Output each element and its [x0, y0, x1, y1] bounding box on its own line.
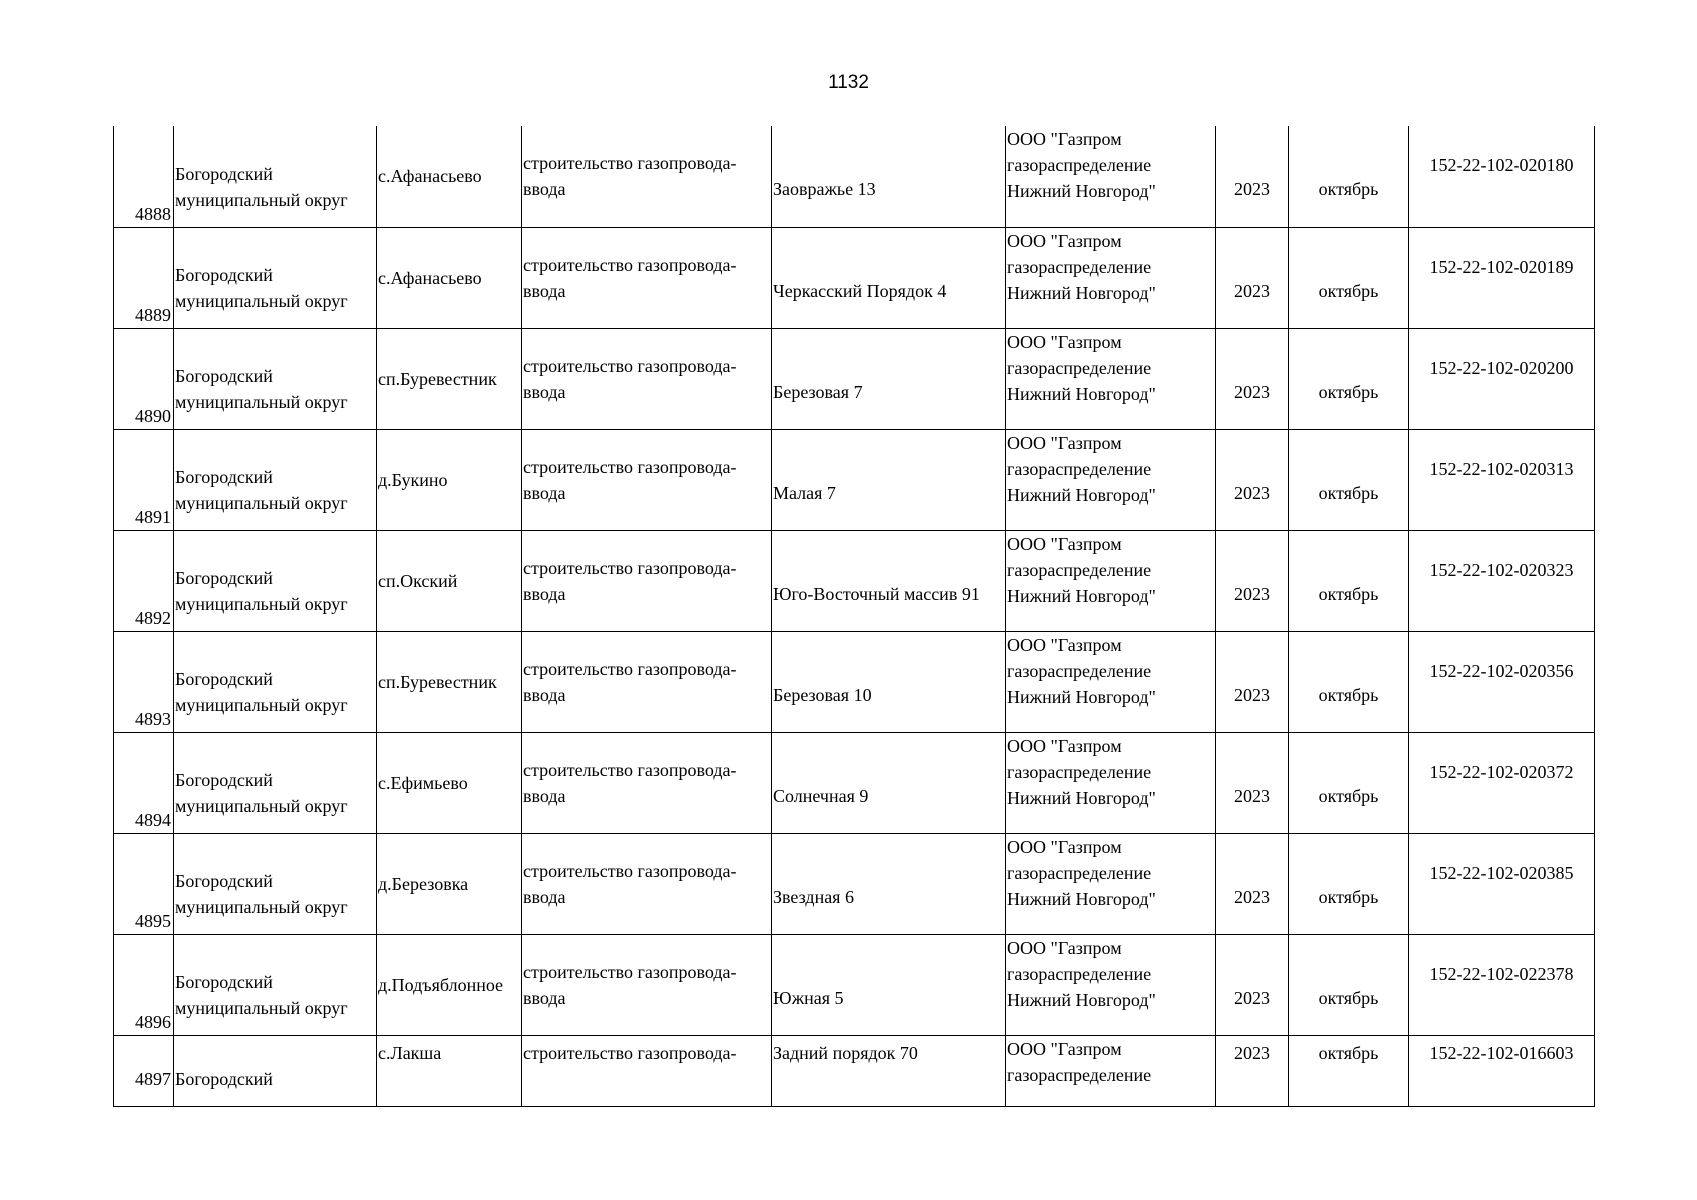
year-cell-text: 2023 [1234, 280, 1270, 301]
organization-line: газораспределение [1007, 761, 1152, 782]
locality-cell [377, 126, 522, 227]
year-cell-text: 2023 [1234, 684, 1270, 705]
organization-line: ООО "Газпром [1007, 1038, 1122, 1059]
organization-line: ООО "Газпром [1007, 533, 1122, 554]
locality-cell-text: с.Лакша [378, 1042, 442, 1063]
address-cell [772, 631, 1006, 732]
organization-line: Нижний Новгород" [1007, 181, 1156, 201]
year-cell-text: 2023 [1234, 886, 1270, 907]
organization-cell [1006, 126, 1216, 227]
locality-cell-text: сп.Буревестник [378, 671, 497, 692]
row-number-text: 4895 [135, 910, 171, 931]
table-row [114, 429, 1595, 530]
row-number-text: 4889 [135, 304, 171, 325]
month-cell [1289, 1035, 1409, 1106]
work-type-cell [522, 833, 772, 934]
work-type-cell-text: строительство газопровода-ввода [523, 759, 737, 806]
district-cell-text: Богородский муниципальный округ [175, 870, 348, 917]
district-cell [174, 429, 377, 530]
locality-cell-text: сп.Буревестник [378, 368, 497, 389]
month-cell [1289, 328, 1409, 429]
month-cell [1289, 530, 1409, 631]
row-number-text: 4896 [135, 1011, 171, 1032]
year-cell [1216, 328, 1289, 429]
locality-cell-text: сп.Окский [378, 570, 458, 591]
row-number [114, 328, 174, 429]
code-cell [1409, 126, 1595, 227]
code-cell [1409, 429, 1595, 530]
year-cell-text: 2023 [1234, 381, 1270, 402]
address-cell-text: Южная 5 [773, 987, 844, 1008]
locality-cell [377, 328, 522, 429]
organization-line: Нижний Новгород" [1007, 383, 1156, 404]
work-type-cell [522, 530, 772, 631]
year-cell-text: 2023 [1234, 1042, 1270, 1063]
work-type-cell-text: строительство газопровода-ввода [523, 658, 737, 705]
work-type-cell [522, 732, 772, 833]
code-cell [1409, 631, 1595, 732]
locality-cell [377, 227, 522, 328]
year-cell [1216, 833, 1289, 934]
table-row [114, 631, 1595, 732]
registry-table [113, 126, 1595, 1107]
organization-cell [1006, 1035, 1216, 1106]
year-cell [1216, 227, 1289, 328]
work-type-cell [522, 328, 772, 429]
organization-cell [1006, 934, 1216, 1035]
address-cell [772, 732, 1006, 833]
address-cell-text: Солнечная 9 [773, 785, 869, 806]
address-cell [772, 833, 1006, 934]
month-cell [1289, 631, 1409, 732]
row-number-text: 4897 [135, 1068, 171, 1089]
code-cell [1409, 934, 1595, 1035]
table-row [114, 126, 1595, 227]
work-type-cell-text: строительство газопровода-ввода [523, 860, 737, 907]
organization-cell [1006, 328, 1216, 429]
year-cell [1216, 934, 1289, 1035]
address-cell-text: Березовая 10 [773, 684, 872, 705]
code-cell-text: 152-22-102-016603 [1429, 1042, 1574, 1063]
row-number [114, 1035, 174, 1106]
row-number [114, 934, 174, 1035]
organization-line: ООО "Газпром [1007, 432, 1122, 453]
work-type-cell [522, 227, 772, 328]
month-cell [1289, 934, 1409, 1035]
district-cell-text: Богородский муниципальный округ [175, 971, 348, 1018]
code-cell-text: 152-22-102-020189 [1429, 256, 1574, 277]
work-type-cell [522, 934, 772, 1035]
table-row [114, 833, 1595, 934]
month-cell-text: октябрь [1318, 785, 1379, 806]
row-number [114, 833, 174, 934]
locality-cell [377, 833, 522, 934]
month-cell-text: октябрь [1318, 1042, 1379, 1063]
locality-cell [377, 429, 522, 530]
work-type-cell [522, 1035, 772, 1106]
work-type-cell [522, 429, 772, 530]
organization-cell [1006, 631, 1216, 732]
table-row [114, 227, 1595, 328]
year-cell [1216, 429, 1289, 530]
code-cell [1409, 530, 1595, 631]
month-cell-text: октябрь [1318, 987, 1379, 1008]
table-row [114, 530, 1595, 631]
code-cell [1409, 1035, 1595, 1106]
page-number: 1132 [828, 72, 869, 93]
year-cell-text: 2023 [1234, 987, 1270, 1008]
organization-line: ООО "Газпром [1007, 735, 1122, 756]
code-cell-text: 152-22-102-020313 [1429, 458, 1574, 479]
year-cell-text: 2023 [1234, 583, 1270, 604]
organization-cell [1006, 429, 1216, 530]
work-type-cell-text: строительство газопровода- [523, 1042, 737, 1063]
organization-line: Нижний Новгород" [1007, 888, 1156, 909]
address-cell-text: Юго-Восточный массив 91 [773, 583, 980, 604]
table-row [114, 732, 1595, 833]
locality-cell [377, 631, 522, 732]
organization-cell [1006, 227, 1216, 328]
organization-line: ООО "Газпром [1007, 129, 1122, 149]
organization-line: Нижний Новгород" [1007, 787, 1156, 808]
address-cell-text: Малая 7 [773, 482, 836, 503]
locality-cell-text: с.Ефимьево [378, 772, 468, 793]
month-cell-text: октябрь [1318, 684, 1379, 705]
month-cell-text: октябрь [1318, 886, 1379, 907]
district-cell-text: Богородский муниципальный округ [175, 769, 348, 816]
table-row [114, 328, 1595, 429]
organization-line: газораспределение [1007, 155, 1152, 175]
address-cell-text: Заовражье 13 [773, 179, 876, 200]
year-cell-text: 2023 [1234, 482, 1270, 503]
code-cell [1409, 328, 1595, 429]
code-cell-text: 152-22-102-022378 [1429, 963, 1574, 984]
row-number [114, 227, 174, 328]
year-cell-text: 2023 [1234, 179, 1270, 200]
organization-cell [1006, 530, 1216, 631]
locality-cell [377, 732, 522, 833]
table-row [114, 1035, 1595, 1106]
address-cell [772, 934, 1006, 1035]
row-number-text: 4893 [135, 708, 171, 729]
district-cell-text: Богородский муниципальный округ [175, 365, 348, 412]
work-type-cell [522, 126, 772, 227]
locality-cell [377, 1035, 522, 1106]
organization-line: Нижний Новгород" [1007, 484, 1156, 505]
district-cell [174, 934, 377, 1035]
address-cell-text: Задний порядок 70 [773, 1042, 918, 1063]
organization-line: ООО "Газпром [1007, 230, 1122, 251]
code-cell [1409, 227, 1595, 328]
locality-cell [377, 530, 522, 631]
locality-cell-text: с.Афанасьево [378, 166, 482, 187]
address-cell [772, 328, 1006, 429]
address-cell-text: Черкасский Порядок 4 [773, 280, 947, 301]
organization-line: газораспределение [1007, 1064, 1152, 1085]
table-body [114, 126, 1595, 1106]
month-cell-text: октябрь [1318, 583, 1379, 604]
organization-cell [1006, 732, 1216, 833]
year-cell [1216, 126, 1289, 227]
work-type-cell-text: строительство газопровода-ввода [523, 961, 737, 1008]
locality-cell-text: д.Березовка [378, 873, 469, 894]
organization-line: газораспределение [1007, 559, 1152, 580]
district-cell [174, 328, 377, 429]
code-cell-text: 152-22-102-020372 [1429, 761, 1574, 782]
locality-cell [377, 934, 522, 1035]
year-cell [1216, 1035, 1289, 1106]
row-number [114, 429, 174, 530]
work-type-cell [522, 631, 772, 732]
code-cell [1409, 732, 1595, 833]
organization-line: Нижний Новгород" [1007, 989, 1156, 1010]
row-number-text: 4890 [135, 405, 171, 426]
code-cell-text: 152-22-102-020356 [1429, 660, 1574, 681]
row-number-text: 4894 [135, 809, 171, 830]
month-cell-text: октябрь [1318, 179, 1379, 200]
district-cell [174, 126, 377, 227]
district-cell-text: Богородский муниципальный округ [175, 163, 348, 210]
year-cell-text: 2023 [1234, 785, 1270, 806]
organization-line: газораспределение [1007, 357, 1152, 378]
year-cell [1216, 530, 1289, 631]
district-cell-text: Богородский муниципальный округ [175, 264, 348, 311]
code-cell-text: 152-22-102-020323 [1429, 559, 1574, 580]
row-number-text: 4891 [135, 506, 171, 527]
month-cell [1289, 833, 1409, 934]
address-cell-text: Звездная 6 [773, 886, 854, 907]
month-cell [1289, 429, 1409, 530]
organization-line: Нижний Новгород" [1007, 585, 1156, 606]
address-cell [772, 530, 1006, 631]
work-type-cell-text: строительство газопровода-ввода [523, 456, 737, 503]
organization-line: Нижний Новгород" [1007, 282, 1156, 303]
code-cell-text: 152-22-102-020180 [1429, 155, 1574, 175]
row-number [114, 530, 174, 631]
address-cell [772, 429, 1006, 530]
work-type-cell-text: строительство газопровода-ввода [523, 153, 737, 200]
work-type-cell-text: строительство газопровода-ввода [523, 254, 737, 301]
organization-cell [1006, 833, 1216, 934]
row-number [114, 631, 174, 732]
organization-line: ООО "Газпром [1007, 937, 1122, 958]
district-cell-text: Богородский [175, 1068, 273, 1089]
month-cell-text: октябрь [1318, 381, 1379, 402]
code-cell-text: 152-22-102-020385 [1429, 862, 1574, 883]
district-cell [174, 227, 377, 328]
month-cell-text: октябрь [1318, 482, 1379, 503]
locality-cell-text: с.Афанасьево [378, 267, 482, 288]
district-cell [174, 530, 377, 631]
address-cell [772, 1035, 1006, 1106]
row-number [114, 126, 174, 227]
month-cell [1289, 227, 1409, 328]
address-cell [772, 126, 1006, 227]
row-number-text: 4892 [135, 607, 171, 628]
district-cell-text: Богородский муниципальный округ [175, 668, 348, 715]
locality-cell-text: д.Подъяблонное [378, 974, 504, 995]
month-cell-text: октябрь [1318, 280, 1379, 301]
year-cell [1216, 732, 1289, 833]
locality-cell-text: д.Букино [378, 469, 448, 490]
district-cell [174, 1035, 377, 1106]
address-cell [772, 227, 1006, 328]
district-cell [174, 732, 377, 833]
district-cell [174, 833, 377, 934]
district-cell-text: Богородский муниципальный округ [175, 567, 348, 614]
organization-line: Нижний Новгород" [1007, 686, 1156, 707]
district-cell-text: Богородский муниципальный округ [175, 466, 348, 513]
district-cell [174, 631, 377, 732]
address-cell-text: Березовая 7 [773, 381, 863, 402]
row-number-text: 4888 [135, 203, 171, 224]
row-number [114, 732, 174, 833]
year-cell [1216, 631, 1289, 732]
work-type-cell-text: строительство газопровода-ввода [523, 557, 737, 604]
month-cell [1289, 126, 1409, 227]
organization-line: газораспределение [1007, 660, 1152, 681]
organization-line: ООО "Газпром [1007, 836, 1122, 857]
month-cell [1289, 732, 1409, 833]
code-cell-text: 152-22-102-020200 [1429, 357, 1574, 378]
organization-line: газораспределение [1007, 256, 1152, 277]
table-row [114, 934, 1595, 1035]
organization-line: газораспределение [1007, 963, 1152, 984]
organization-line: ООО "Газпром [1007, 634, 1122, 655]
organization-line: газораспределение [1007, 862, 1152, 883]
work-type-cell-text: строительство газопровода-ввода [523, 355, 737, 402]
organization-line: ООО "Газпром [1007, 331, 1122, 352]
organization-line: газораспределение [1007, 458, 1152, 479]
code-cell [1409, 833, 1595, 934]
